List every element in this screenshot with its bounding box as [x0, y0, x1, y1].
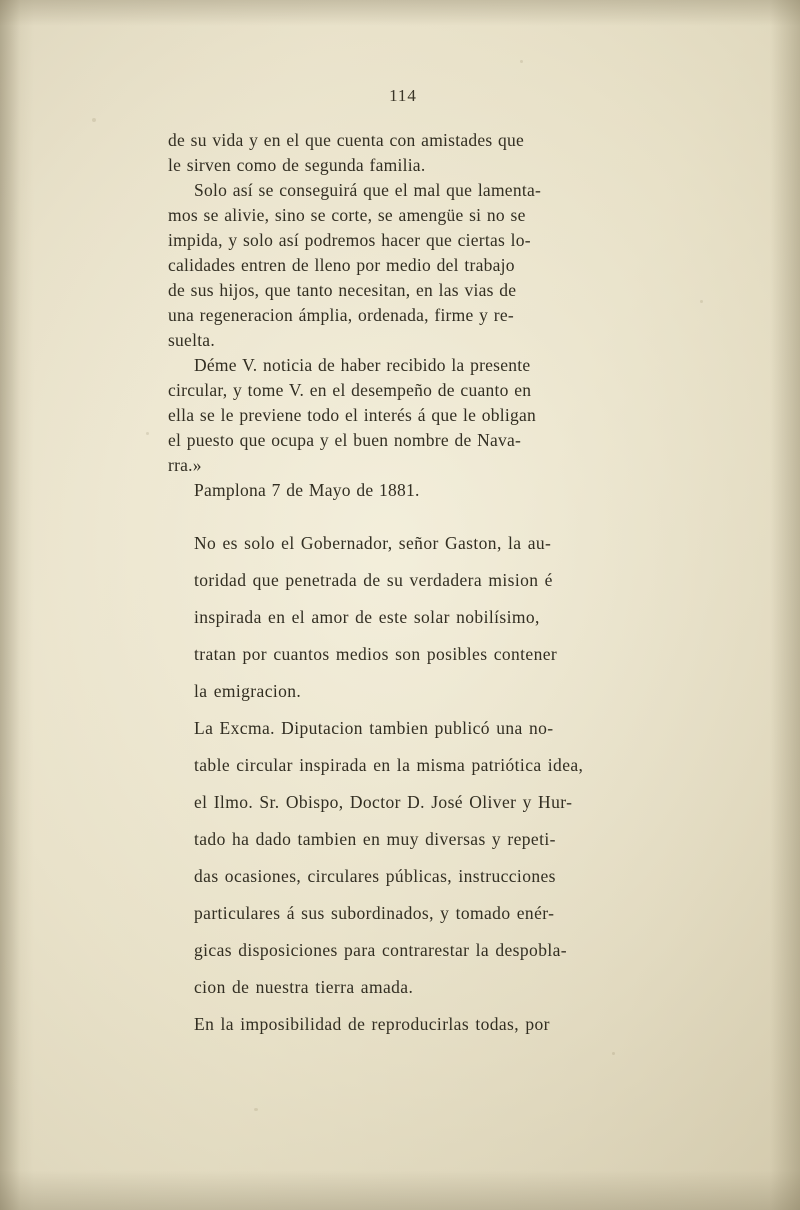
- text-line: No es solo el Gobernador, señor Gaston, la au-: [194, 533, 552, 553]
- page-edge-shadow-bottom: [0, 1170, 800, 1210]
- text-line: le sirven como de segunda familia.: [168, 155, 426, 175]
- text-line: inspirada en el amor de este solar nobilísimo,: [194, 607, 540, 627]
- text-line: gicas disposiciones para contrarestar la despobla-: [194, 940, 567, 960]
- text-line: tado ha dado tambien en muy diversas y repeti-: [194, 829, 556, 849]
- text-line: Solo así se conseguirá que el mal que lamenta-: [194, 180, 542, 200]
- paper-speckle: [254, 1108, 258, 1111]
- text-line: En la imposibilidad de reproducirlas todas, por: [194, 1014, 550, 1034]
- text-line: calidades entren de lleno por medio del trabajo: [168, 255, 515, 275]
- page-edge-shadow-top: [0, 0, 800, 26]
- text-line: el puesto que ocupa y el buen nombre de Nava-: [168, 430, 522, 450]
- text-line: suelta.: [168, 330, 215, 350]
- text-line: de sus hijos, que tanto necesitan, en las vias de: [168, 280, 517, 300]
- text-line: La Excma. Diputacion tambien publicó una no-: [194, 718, 554, 738]
- text-line: circular, y tome V. en el desempeño de cuanto en: [168, 380, 532, 400]
- text-line: una regeneracion ámplia, ordenada, firme y re-: [168, 305, 514, 325]
- text-line: de su vida y en el que cuenta con amistades que: [168, 130, 525, 150]
- page-text-column: [168, 86, 638, 1043]
- paper-speckle: [92, 118, 96, 122]
- dateline: Pamplona 7 de Mayo de 1881.: [194, 480, 420, 500]
- text-line: mos se alivie, sino se corte, se amengüe si no se: [168, 205, 526, 225]
- page-edge-shadow-right: [770, 0, 800, 1210]
- paper-speckle: [146, 432, 149, 435]
- text-line: rra.»: [168, 455, 202, 475]
- text-line: cion de nuestra tierra amada.: [194, 977, 414, 997]
- paper-speckle: [700, 300, 703, 303]
- text-line: das ocasiones, circulares públicas, instrucciones: [194, 866, 556, 886]
- page-number: 114: [389, 86, 417, 105]
- text-line: toridad que penetrada de su verdadera mision é: [194, 570, 553, 590]
- paper-speckle: [520, 60, 523, 63]
- paragraph-block-upper: [168, 128, 638, 503]
- text-line: tratan por cuantos medios son posibles contener: [194, 644, 558, 664]
- text-line: la emigracion.: [194, 681, 302, 701]
- text-line: table circular inspirada en la misma patriótica idea,: [194, 755, 584, 775]
- text-line: particulares á sus subordinados, y tomado enér-: [194, 903, 555, 923]
- paragraph-block-lower: [168, 525, 638, 1043]
- text-line: Déme V. noticia de haber recibido la presente: [194, 355, 531, 375]
- text-line: ella se le previene todo el interés á que le obligan: [168, 405, 537, 425]
- page-edge-shadow-left: [0, 0, 34, 1210]
- text-line: impida, y solo así podremos hacer que ciertas lo-: [168, 230, 531, 250]
- text-line: el Ilmo. Sr. Obispo, Doctor D. José Oliver y Hur-: [194, 792, 573, 812]
- paper-speckle: [612, 1052, 615, 1055]
